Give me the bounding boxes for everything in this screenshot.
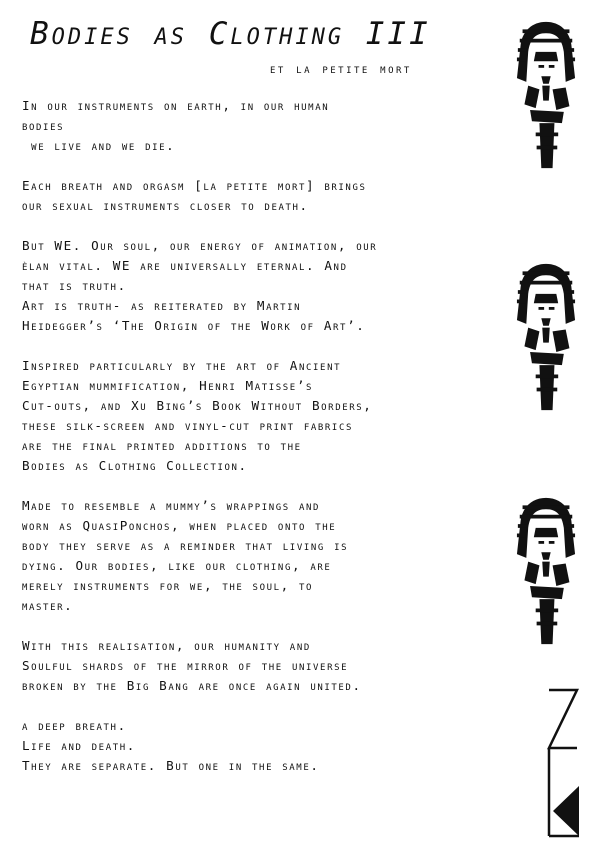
text-line: Made to resemble a mummy’s wrappings and bbox=[22, 498, 321, 513]
text-line: our sexual instruments closer to death. bbox=[22, 198, 309, 213]
paragraph bbox=[22, 236, 504, 336]
pharaoh-mummy-icon bbox=[505, 20, 587, 170]
paragraph bbox=[22, 716, 504, 776]
text-line: a deep breath. bbox=[22, 718, 127, 733]
text-line: They are separate. But one in the same. bbox=[22, 758, 320, 773]
text-line: dying. Our bodies, like our clothing, are bbox=[22, 558, 332, 573]
text-line: Egyptian mummification, Henri Matisse’s bbox=[22, 378, 314, 393]
text-line: Cut-outs, and Xu Bing’s Book Without Borders, bbox=[22, 398, 373, 413]
zigzag-logo-icon bbox=[545, 688, 583, 838]
document-title: Bodies as Clothing III bbox=[30, 16, 431, 52]
paragraph bbox=[22, 356, 504, 476]
text-line: merely instruments for we, the soul, to bbox=[22, 578, 314, 593]
text-line: In our instruments on earth, in our human bbox=[22, 98, 330, 113]
text-line: Soulful shards of the mirror of the universe bbox=[22, 658, 349, 673]
text-line: Each breath and orgasm [la petite mort] brings bbox=[22, 178, 367, 193]
text-line: With this realisation, our humanity and bbox=[22, 638, 311, 653]
text-line: Art is truth- as reiterated by Martin bbox=[22, 298, 302, 313]
text-line: bodies bbox=[22, 118, 65, 133]
document-subtitle: et la petite mort bbox=[270, 62, 412, 77]
pharaoh-mummy-icon bbox=[505, 496, 587, 646]
text-line: Heidegger’s ‘The Origin of the Work of Art’. bbox=[22, 318, 366, 333]
text-line: worn as QuasiPonchos, when placed onto the bbox=[22, 518, 337, 533]
text-line: we live and we die. bbox=[22, 138, 176, 153]
paragraph bbox=[22, 176, 504, 216]
paragraph bbox=[22, 496, 504, 616]
text-line: Life and death. bbox=[22, 738, 136, 753]
text-line: But WE. Our soul, our energy of animation, our bbox=[22, 238, 378, 253]
pharaoh-mummy-icon bbox=[505, 262, 587, 412]
text-line: Inspired particularly by the art of Ancient bbox=[22, 358, 342, 373]
text-line: master. bbox=[22, 598, 74, 613]
text-line: these silk-screen and vinyl-cut print fabrics bbox=[22, 418, 353, 433]
text-line: èlan vital. WE are universally eternal. And bbox=[22, 258, 348, 273]
text-line: that is truth. bbox=[22, 278, 127, 293]
body-text bbox=[22, 96, 504, 796]
text-line: Bodies as Clothing Collection. bbox=[22, 458, 248, 473]
text-line: broken by the Big Bang are once again united. bbox=[22, 678, 362, 693]
text-line: body they serve as a reminder that living is bbox=[22, 538, 349, 553]
text-line: are the final printed additions to the bbox=[22, 438, 302, 453]
paragraph bbox=[22, 636, 504, 696]
paragraph bbox=[22, 96, 504, 156]
